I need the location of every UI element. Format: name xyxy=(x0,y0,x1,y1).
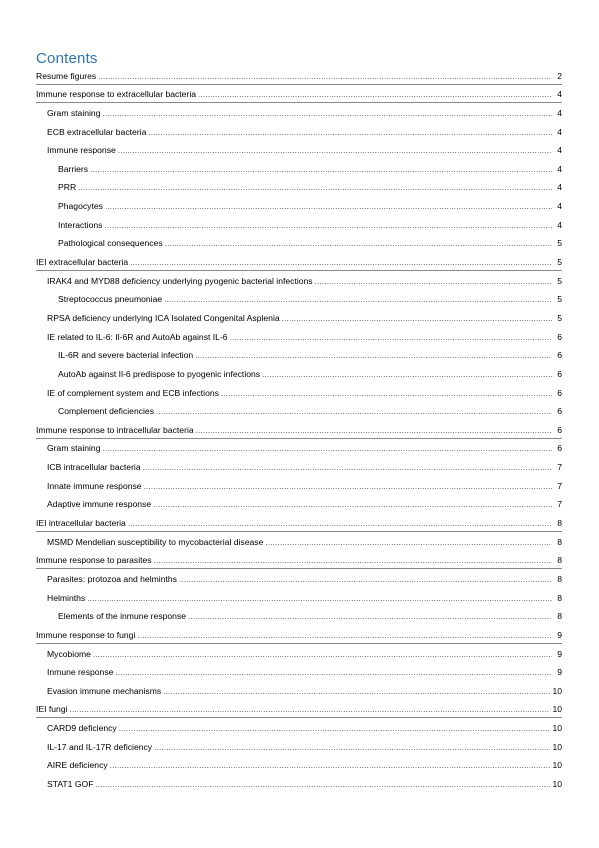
toc-entry-label: Immune response to intracellular bacteria xyxy=(36,424,194,435)
toc-entry-label: IEI fungi xyxy=(36,704,68,715)
dot-leader xyxy=(104,221,552,231)
toc-entry-page-number: 7 xyxy=(557,480,562,491)
toc-entry[interactable] xyxy=(36,159,562,178)
dot-leader xyxy=(315,277,552,287)
toc-entry-page-number: 10 xyxy=(552,685,562,696)
toc-entry-page-number: 6 xyxy=(557,406,562,417)
toc-entry[interactable] xyxy=(36,588,562,607)
toc-entry[interactable] xyxy=(36,327,562,346)
toc-entry-page-number: 4 xyxy=(557,182,562,193)
toc-entry-page-number: 8 xyxy=(557,611,562,622)
dot-leader xyxy=(153,500,552,510)
dot-leader xyxy=(164,295,552,305)
toc-entry-label: Mycobiome xyxy=(47,648,91,659)
toc-entry-page-number: 5 xyxy=(557,275,562,286)
toc-entry-label: Adaptive immune response xyxy=(47,499,152,510)
toc-entry[interactable] xyxy=(36,756,562,775)
toc-entry-label: IL-6R and severe bacterial infection xyxy=(58,350,194,361)
dot-leader xyxy=(156,407,552,417)
toc-entry-label: IEI intracellular bacteria xyxy=(36,518,126,529)
toc-entry-page-number: 8 xyxy=(557,555,562,566)
toc-entry-page-number: 6 xyxy=(557,331,562,342)
dot-leader xyxy=(148,128,552,138)
toc-entry-page-number: 6 xyxy=(557,350,562,361)
toc-entry-label: IL-17 and IL-17R deficiency xyxy=(47,741,153,752)
toc-entry-page-number: 9 xyxy=(557,667,562,678)
toc-entry-page-number: 4 xyxy=(557,163,562,174)
toc-entry[interactable] xyxy=(36,290,562,309)
dot-leader xyxy=(98,72,552,82)
toc-entry-label: MSMD Mendelian susceptibility to mycobacterial disease xyxy=(47,536,264,547)
toc-entry-label: Resume figures xyxy=(36,70,97,81)
toc-entry-label: STAT1 GOF xyxy=(47,778,94,789)
dot-leader xyxy=(90,165,552,175)
dot-leader xyxy=(118,146,552,156)
toc-entry-page-number: 8 xyxy=(557,536,562,547)
toc-entry-label: Immune response to parasites xyxy=(36,555,152,566)
dot-leader xyxy=(105,202,552,212)
dot-leader xyxy=(115,668,552,678)
dot-leader xyxy=(154,556,552,566)
toc-entry[interactable] xyxy=(36,103,562,122)
toc-entry-page-number: 5 xyxy=(557,238,562,249)
dot-leader xyxy=(130,258,552,268)
dot-leader xyxy=(282,314,552,324)
toc-entry-page-number: 8 xyxy=(557,573,562,584)
toc-entry[interactable] xyxy=(36,252,562,271)
toc-entry-page-number: 4 xyxy=(557,219,562,230)
dot-leader xyxy=(195,351,552,361)
dot-leader xyxy=(78,183,552,193)
toc-entry-label: IEI extracellular bacteria xyxy=(36,257,129,268)
dot-leader xyxy=(70,705,551,715)
toc-entry-label: Immune response xyxy=(47,145,116,156)
dot-leader xyxy=(95,780,550,790)
toc-entry-label: Evasion immune mechanisms xyxy=(47,685,162,696)
toc-entry[interactable] xyxy=(36,234,562,253)
toc-entry[interactable] xyxy=(36,774,562,793)
dot-leader xyxy=(103,109,553,119)
toc-entry-page-number: 7 xyxy=(557,462,562,473)
toc-entry-label: Interactions xyxy=(58,219,103,230)
toc-entry-label: RPSA deficiency underlying ICA Isolated Congenital Asplenia xyxy=(47,312,280,323)
toc-entry[interactable] xyxy=(36,215,562,234)
dot-leader xyxy=(221,389,552,399)
toc-entry-page-number: 4 xyxy=(557,107,562,118)
toc-entry[interactable] xyxy=(36,681,562,700)
dot-leader xyxy=(230,333,552,343)
toc-entry[interactable] xyxy=(36,551,562,570)
dot-leader xyxy=(119,724,551,734)
toc-entry-label: Streptococcus pneumoniae xyxy=(58,294,163,305)
toc-entry[interactable] xyxy=(36,364,562,383)
toc-entry-label: Innate immune response xyxy=(47,480,142,491)
toc-entry-label: AIRE deficiency xyxy=(47,760,108,771)
toc-entry-page-number: 5 xyxy=(557,257,562,268)
toc-entry-page-number: 10 xyxy=(552,778,562,789)
toc-entry-page-number: 9 xyxy=(557,648,562,659)
toc-entry[interactable] xyxy=(36,85,562,104)
toc-entry[interactable] xyxy=(36,420,562,439)
toc-entry-label: Inmune response xyxy=(47,667,114,678)
toc-entry[interactable] xyxy=(36,402,562,421)
toc-entry-label: Immune response to fungi xyxy=(36,629,136,640)
toc-entry-page-number: 2 xyxy=(557,70,562,81)
toc-entry[interactable] xyxy=(36,457,562,476)
toc-entry-label: Phagocytes xyxy=(58,201,103,212)
toc-entry[interactable] xyxy=(36,607,562,626)
toc-title: Contents xyxy=(36,50,98,67)
toc-entry-page-number: 6 xyxy=(557,387,562,398)
toc-entry[interactable] xyxy=(36,700,562,719)
toc-entry-label: Immune response to extracellular bacteria xyxy=(36,89,197,100)
dot-leader xyxy=(198,90,552,100)
dot-leader xyxy=(143,463,552,473)
dot-leader xyxy=(179,575,552,585)
toc-entry[interactable] xyxy=(36,271,562,290)
toc-entry[interactable] xyxy=(36,66,562,85)
toc-entry[interactable] xyxy=(36,569,562,588)
dot-leader xyxy=(144,482,552,492)
toc-entry-label: Complement deficiencies xyxy=(58,406,155,417)
dot-leader xyxy=(128,519,552,529)
dot-leader xyxy=(196,426,552,436)
dot-leader xyxy=(137,631,552,641)
toc-entry-label: ECB extracellular bacteria xyxy=(47,126,147,137)
toc-entry-page-number: 6 xyxy=(557,443,562,454)
toc-entry-page-number: 9 xyxy=(557,629,562,640)
toc-entry-page-number: 10 xyxy=(552,760,562,771)
dot-leader xyxy=(93,650,552,660)
dot-leader xyxy=(188,612,552,622)
dot-leader xyxy=(87,594,552,604)
toc-entry-label: Parasites: protozoa and helminths xyxy=(47,573,177,584)
toc-entry-label: IRAK4 and MYD88 deficiency underlying pyogenic bacterial infections xyxy=(47,275,313,286)
toc-entry[interactable] xyxy=(36,439,562,458)
toc-entry[interactable] xyxy=(36,196,562,215)
toc-entry[interactable] xyxy=(36,495,562,514)
toc-entry[interactable] xyxy=(36,346,562,365)
toc-entry-label: Gram staining xyxy=(47,443,101,454)
toc-entry-page-number: 10 xyxy=(552,741,562,752)
toc-entry-label: ICB intracellular bacteria xyxy=(47,462,141,473)
toc-entry-label: Barriers xyxy=(58,163,89,174)
toc-entry[interactable] xyxy=(36,122,562,141)
toc-entry-label: IE of complement system and ECB infections xyxy=(47,387,219,398)
toc-entry-label: Gram staining xyxy=(47,107,101,118)
toc-entry[interactable] xyxy=(36,532,562,551)
toc-entry-label: PRR xyxy=(58,182,77,193)
toc-entry-page-number: 10 xyxy=(552,704,562,715)
toc-entry[interactable] xyxy=(36,737,562,756)
toc-entry-page-number: 8 xyxy=(557,518,562,529)
toc-entry-page-number: 10 xyxy=(552,723,562,734)
toc-entry-page-number: 6 xyxy=(557,424,562,435)
toc-entry-page-number: 7 xyxy=(557,499,562,510)
toc-entry-page-number: 4 xyxy=(557,201,562,212)
dot-leader xyxy=(103,444,553,454)
toc-entry[interactable] xyxy=(36,308,562,327)
toc-entry[interactable] xyxy=(36,718,562,737)
toc-entry[interactable] xyxy=(36,476,562,495)
toc-entry-label: AutoAb against Il-6 predispose to pyogenic infections xyxy=(58,368,261,379)
toc-entry-label: Elements of the inmune response xyxy=(58,611,187,622)
toc-entry-page-number: 8 xyxy=(557,592,562,603)
toc-entry-label: Pathological consequences xyxy=(58,238,163,249)
dot-leader xyxy=(265,538,552,548)
toc-entry-label: IE related to IL-6: Il-6R and AutoAb against IL-6 xyxy=(47,331,228,342)
toc-entry-label: Helminths xyxy=(47,592,86,603)
dot-leader xyxy=(154,743,550,753)
dot-leader xyxy=(165,239,552,249)
dot-leader xyxy=(163,687,550,697)
toc-entry-page-number: 4 xyxy=(557,89,562,100)
toc-entry[interactable] xyxy=(36,644,562,663)
toc-entry[interactable] xyxy=(36,383,562,402)
toc-entry-page-number: 5 xyxy=(557,312,562,323)
toc-entry-page-number: 4 xyxy=(557,145,562,156)
toc-entry[interactable] xyxy=(36,663,562,682)
toc-entry[interactable] xyxy=(36,513,562,532)
toc-entry[interactable] xyxy=(36,141,562,160)
dot-leader xyxy=(262,370,552,380)
table-of-contents xyxy=(36,66,562,793)
toc-entry-page-number: 6 xyxy=(557,368,562,379)
dot-leader xyxy=(110,761,551,771)
toc-entry[interactable] xyxy=(36,178,562,197)
toc-entry-label: CARD9 deficiency xyxy=(47,723,117,734)
toc-entry[interactable] xyxy=(36,625,562,644)
toc-entry-page-number: 5 xyxy=(557,294,562,305)
toc-entry-page-number: 4 xyxy=(557,126,562,137)
